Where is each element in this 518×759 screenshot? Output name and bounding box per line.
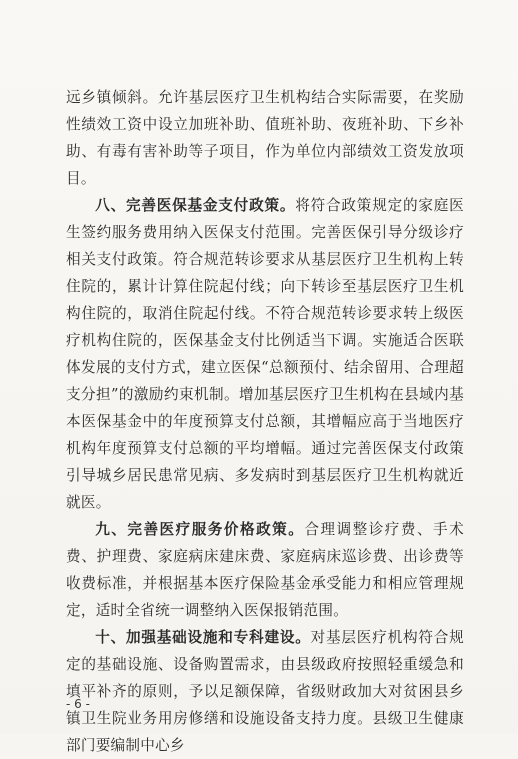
page-number: - 6 - <box>66 697 90 711</box>
paragraph-section-9 <box>66 516 464 624</box>
section-heading: 九、完善医疗服务价格政策。 <box>95 521 305 538</box>
section-heading: 十、加强基础设施和专科建设。 <box>95 629 311 646</box>
paragraph-continuation <box>66 84 464 192</box>
paragraph-text: 将符合政策规定的家庭医生签约服务费用纳入医保支付范围。完善医保引导分级诊疗相关支付政策。符合规范转诊要求从基层医疗卫生机构上转住院的，累计计算住院起付线；向下转诊至基层医疗卫生机构住院的，取消住院起付线。不符合规范转诊要求转上级医疗机构住院的，医保基金支付比例适当下调。实施适合医联体发展的支付方式，建立医保“总额预付、结余留用、合理超支分担”的激励约束机制。增加基层医疗卫生机构在县域内基本医保基金中的年度预算支付总额，其增幅应高于当地医疗机构年度预算支付总额的平均增幅。通过完善医保支付政策引导城乡居民患常见病、多发病时到基层医疗卫生机构就近就医。 <box>66 197 464 511</box>
paragraph-section-8 <box>66 192 464 516</box>
paragraph-text: 对基层医疗机构符合规定的基础设施、设备购置需求，由县级政府按照轻重缓急和填平补齐的原则，予以足额保障，省级财政加大对贫困县乡镇卫生院业务用房修缮和设施设备支持力度。县级卫生健康部门要编制中心乡 <box>66 629 464 754</box>
paragraph-section-10 <box>66 624 464 759</box>
paragraph-text: 远乡镇倾斜。允许基层医疗卫生机构结合实际需要，在奖励性绩效工资中设立加班补助、值班补助、夜班补助、下乡补助、有毒有害补助等子项目，作为单位内部绩效工资发放项目。 <box>66 89 464 187</box>
paragraph-text: 合理调整诊疗费、手术费、护理费、家庭病床建床费、家庭病床巡诊费、出诊费等收费标准，并根据基本医疗保险基金承受能力和相应管理规定，适时全省统一调整纳入医保报销范围。 <box>66 521 464 619</box>
section-heading: 八、完善医保基金支付政策。 <box>95 197 296 214</box>
document-body <box>66 84 464 759</box>
